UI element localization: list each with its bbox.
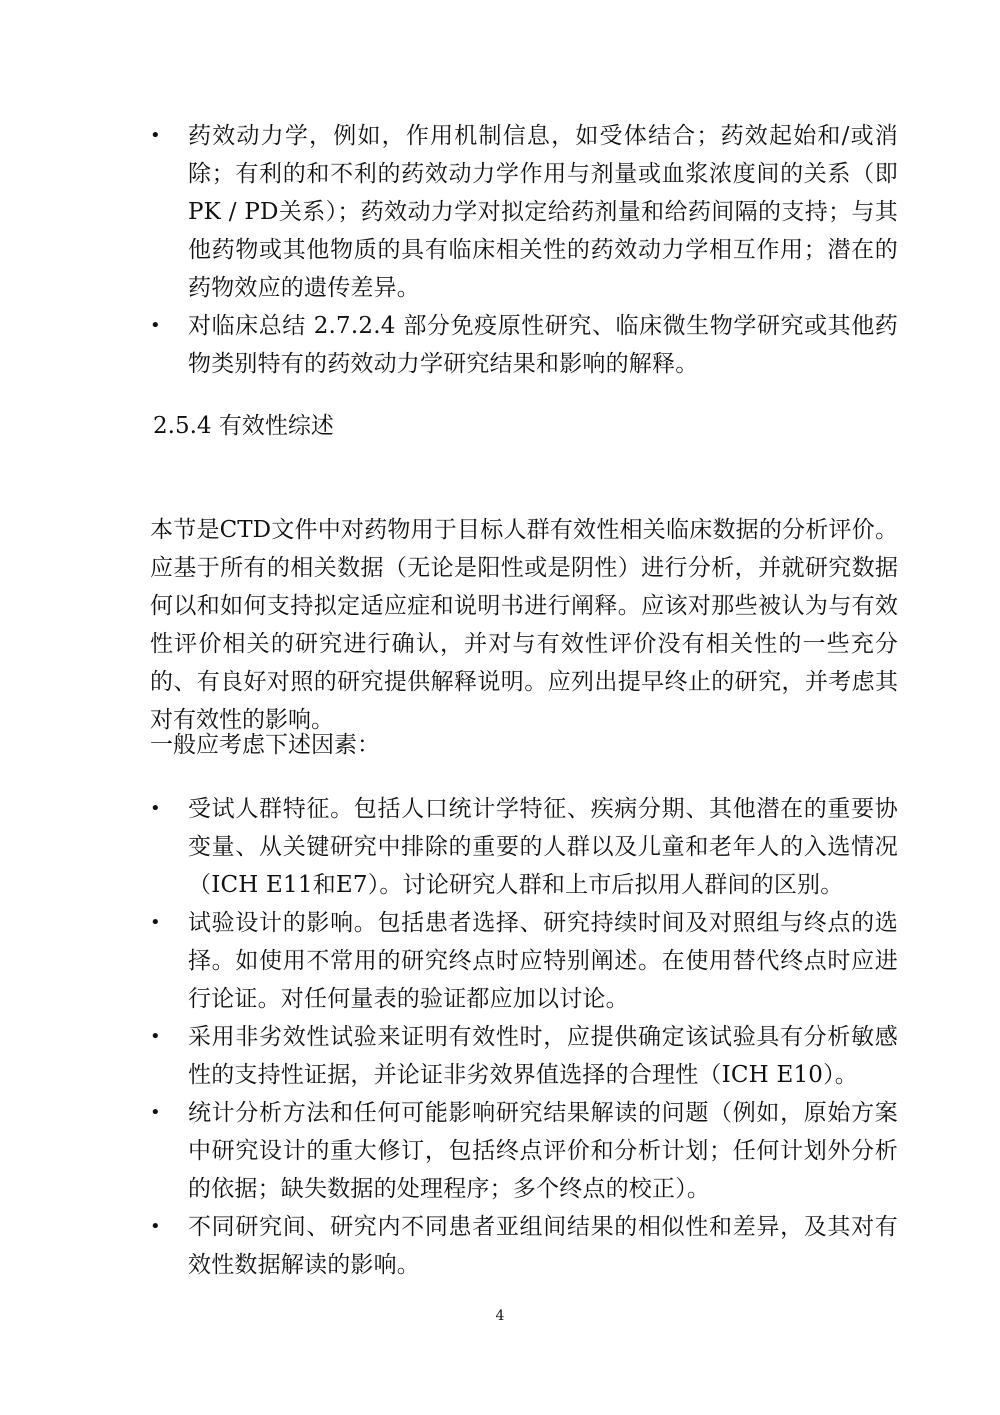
bullet-text: 采用非劣效性试验来证明有效性时，应提供确定该试验具有分析敏感性的支持性证据，并论证非劣效界值选择的合理性（ICH E10）。 (188, 1024, 898, 1088)
section-paragraph (150, 473, 898, 739)
list-item (150, 307, 898, 383)
list-item (150, 1208, 898, 1284)
bullet-icon: • (150, 1102, 161, 1123)
bullet-text: 不同研究间、研究内不同患者亚组间结果的相似性和差异，及其对有效性数据解读的影响。 (188, 1214, 898, 1278)
factors-bullet-list (150, 790, 898, 1284)
bullet-icon: • (150, 1026, 161, 1047)
list-item (150, 117, 898, 307)
bullet-text: 受试人群特征。包括人口统计学特征、疾病分期、其他潜在的重要协变量、从关键研究中排除的重要的人群以及儿童和老年人的入选情况（ICH E11和E7）。讨论研究人群和上市后拟用人群间的区别。 (188, 796, 898, 898)
list-item (150, 790, 898, 904)
factors-intro: 一般应考虑下述因素： (150, 732, 380, 758)
bullet-icon: • (150, 125, 161, 146)
bullet-text: 药效动力学，例如，作用机制信息，如受体结合；药效起始和/或消除；有利的和不利的药效动力学作用与剂量或血浆浓度间的关系（即PK / PD关系）；药效动力学对拟定给药剂量和给药间隔的支持；与其他药物或其他物质的具有临床相关性的药效动力学相互作用；潜在的药物效应的遗传差异。 (188, 123, 898, 301)
paragraph-text: 本节是CTD文件中对药物用于目标人群有效性相关临床数据的分析评价。应基于所有的相关数据（无论是阳性或是阴性）进行分析，并就研究数据何以和如何支持拟定适应症和说明书进行阐释。应该对那些被认为与有效性评价相关的研究进行确认，并对与有效性评价没有相关性的一些充分的、有良好对照的研究提供解释说明。应列出提早终止的研究，并考虑其对有效性的影响。 (150, 517, 898, 733)
list-item (150, 1094, 898, 1208)
list-item (150, 904, 898, 1018)
bullet-text: 对临床总结 2.7.2.4 部分免疫原性研究、临床微生物学研究或其他药物类别特有的药效动力学研究结果和影响的解释。 (188, 313, 898, 377)
page-number: 4 (495, 1308, 505, 1324)
bullet-icon: • (150, 798, 161, 819)
section-heading: 2.5.4 有效性综述 (153, 413, 334, 439)
bullet-icon: • (150, 1216, 161, 1237)
bullet-icon: • (150, 912, 161, 933)
bullet-text: 试验设计的影响。包括患者选择、研究持续时间及对照组与终点的选择。如使用不常用的研究终点时应特别阐述。在使用替代终点时应进行论证。对任何量表的验证都应加以讨论。 (188, 910, 898, 1012)
pharmacodynamics-bullet-list (150, 117, 898, 383)
bullet-icon: • (150, 315, 161, 336)
bullet-text: 统计分析方法和任何可能影响研究结果解读的问题（例如，原始方案中研究设计的重大修订，包括终点评价和分析计划；任何计划外分析的依据；缺失数据的处理程序；多个终点的校正）。 (188, 1100, 898, 1202)
list-item (150, 1018, 898, 1094)
